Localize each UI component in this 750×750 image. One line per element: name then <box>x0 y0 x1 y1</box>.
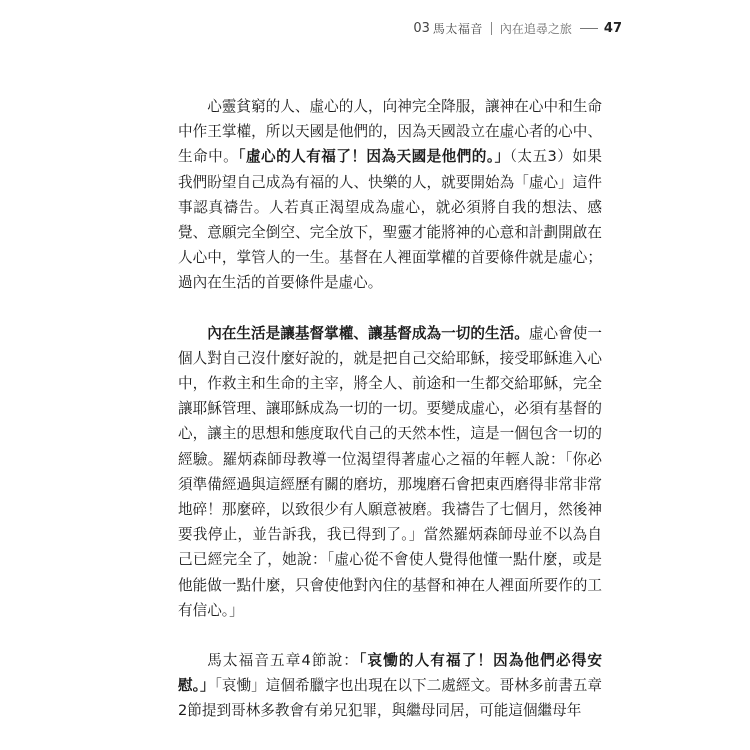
section-title: 內在追尋之旅 <box>499 22 572 36</box>
paragraph-1 <box>178 94 602 296</box>
paragraph-text: 虛心會使一個人對自己沒什麼好說的，就是把自己交給耶穌，接受耶穌進入心中，作救主和生命的主宰，將全人、前途和一生都交給耶穌，完全讓耶穌管理、讓耶穌成為一切的一切。要變成虛心，必須有基督的心，讓主的思想和態度取代自己的天然本性，這是一個包含一切的經驗。羅炳森師母教導一位渴望得著虛心之福的年輕人說：「你必須準備經過與這經歷有關的磨坊，那塊磨石會把東西磨得非常非常地碎！那麼碎，以致很少有人願意被磨。我禱告了七個月，然後神要我停止，並告訴我，我已得到了。」當然羅炳森師母並不以為自己已經完全了，她說：「虛心從不會使人覺得他懂一點什麼，或是他能做一點什麼，只會使他對內住的基督和神在人裡面所要作的工有信心。」 <box>178 324 602 619</box>
page-number: 47 <box>603 21 622 36</box>
paragraph-text: （太五3）如果我們盼望自己成為有福的人、快樂的人，就要開始為「虛心」這件事認真禱告。人若真正渴望成為虛心，就必須將自我的想法、感覺、意願完全倒空、完全放下，聖靈才能將神的心意和計劃開啟在人心中，掌管人的一生。基督在人裡面掌權的首要條件就是虛心；過內在生活的首要條件是虛心。 <box>178 148 602 292</box>
header-rule <box>580 28 598 29</box>
scripture-quote: 「哀慟的人有福了！因為他們必得安慰。」 <box>178 652 602 695</box>
paragraph-text: 馬太福音五章4節說： <box>207 652 360 670</box>
header-divider <box>491 22 492 35</box>
chapter-title: 馬太福音 <box>432 22 483 36</box>
lead-sentence: 內在生活是讓基督掌權、讓基督成為一切的生活。 <box>207 324 529 342</box>
paragraph-2 <box>178 321 602 623</box>
paragraph-text: 「哀慟」這個希臘字也出現在以下二處經文。哥林多前書五章2節提到哥林多教會有弟兄犯罪，與繼母同居，可能這個繼母年 <box>178 677 602 720</box>
paragraph-text: 心靈貧窮的人、虛心的人，向神完全降服，讓神在心中和生命中作王掌權，所以天國是他們的，因為天國設立在虛心者的心中、生命中。 <box>178 98 602 166</box>
paragraph-3 <box>178 648 602 724</box>
scripture-quote: 「虛心的人有福了！因為天國是他們的。」 <box>238 148 510 166</box>
body-text <box>178 94 602 724</box>
chapter-number: 03 <box>413 21 430 36</box>
running-header <box>413 20 622 37</box>
